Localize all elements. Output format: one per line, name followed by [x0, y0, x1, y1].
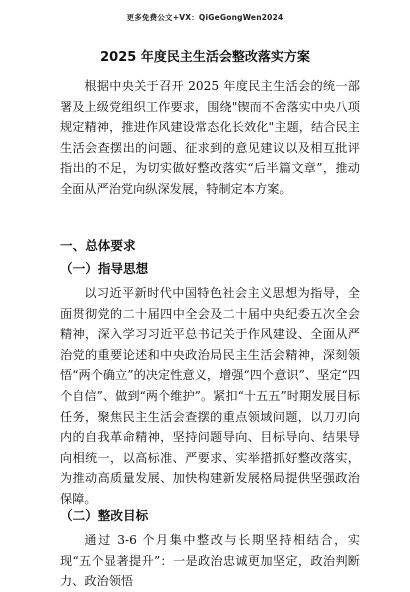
rectification-goals-paragraph-block: [60, 530, 360, 592]
section-heading-block: [60, 235, 360, 257]
subsection-heading-guiding-ideology: （一）指导思想: [60, 261, 149, 276]
intro-paragraph: 根据中央关于召开 2025 年度民主生活会的统一部署及上级党组织工作要求，围绕"锲而不舍落实中央八项规定精神，推进作风建设常态化长效化"主题，结合民主生活会查摆出的问题、征求到的意见建议以及相互批评指出的不足，为切实做好整改落实“后半篇文章”，推动全面从严治党向纵深发展，特制定本方案。: [60, 79, 360, 196]
header-note: 更多免费公文+VX：QiGeGongWen2024: [126, 13, 284, 22]
intro-paragraph-block: [60, 76, 360, 200]
subsection-heading-block-1: [60, 258, 360, 280]
guiding-ideology-paragraph: 以习近平新时代中国特色社会主义思想为指导，全面贯彻党的二十届四中全会及二十届中央纪委五次全会精神，深入学习习近平总书记关于作风建设、全面从严治党的重要论述和中央政治局民主生活会精神，深刻领悟“两个确立”的决定性意义，增强“四个意识”、坚定“四个自信”、做到“两个维护”。紧扣“十五五”时期发展目标任务，聚焦民主生活会查摆的重点领域问题，以刀刃向内的自我革命精神，坚持问题导向、目标导向、结果导向相统一，以高标准、严要求、实举措抓好整改落实，为推动高质量发展、加快构建新发展格局提供坚强政治保障。: [60, 286, 360, 506]
subsection-heading-block-2: [60, 505, 360, 527]
subsection-heading-rectification-goals: （二）整改目标: [60, 508, 149, 523]
section-heading-general-requirements: 一、总体要求: [60, 238, 136, 253]
document-title: 2025 年度民主生活会整改落实方案: [100, 50, 310, 65]
rectification-goals-paragraph: 通过 3-6 个月集中整改与长期坚持相结合，实现“五个显著提升”：一是政治忠诚更加坚定，政治判断力、政治领悟: [60, 533, 360, 589]
guiding-ideology-paragraph-block: [60, 283, 360, 510]
